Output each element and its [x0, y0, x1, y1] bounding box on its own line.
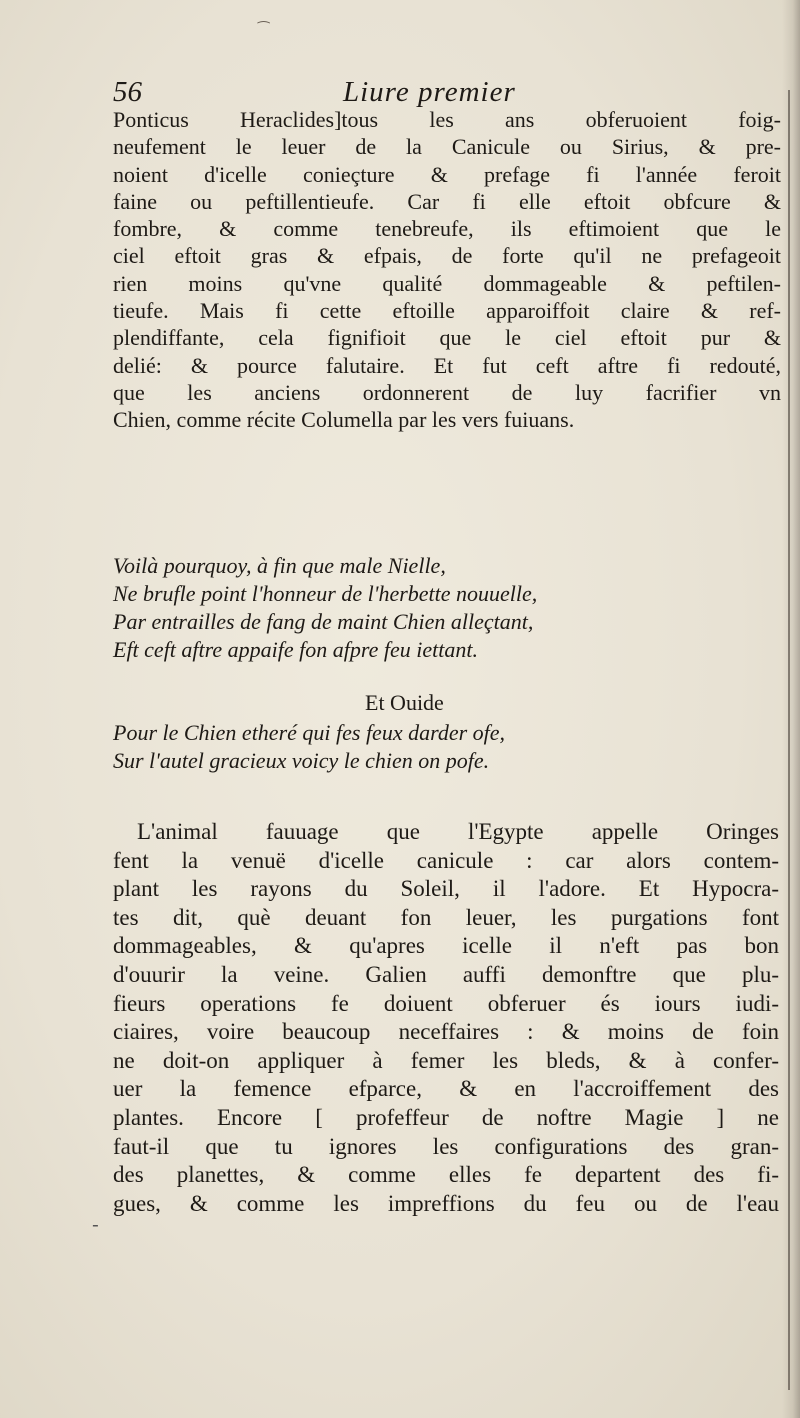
text-line: ciaires, voire beaucoup neceffaires : & moins de foin [113, 1019, 779, 1045]
verse-line: Voilà pourquoy, à fin que male Nielle, [113, 553, 446, 578]
page-number: 56 [113, 76, 142, 108]
verse-ovid [113, 719, 753, 775]
text-line: d'ouurir la veine. Galien auffi demonftre que plu- [113, 961, 779, 987]
verse-columella [113, 552, 753, 664]
paragraph-1 [113, 106, 781, 434]
binding-edge [788, 90, 790, 1390]
text-line: plantes. Encore [ profeffeur de noftre Magie ] ne [113, 1104, 779, 1130]
text-line: rien moins qu'vne qualité dommageable & peftilen- [113, 270, 781, 296]
running-title: Liure premier [343, 76, 516, 108]
page-gutter-shadow [782, 0, 800, 1418]
text-line: uer la femence efparce, & en l'accroiffement des [113, 1076, 779, 1102]
text-line: fombre, & comme tenebreufe, ils eftimoient que le [113, 216, 781, 242]
text-line: ne doit-on appliquer à femer les bleds, & à confer- [113, 1047, 779, 1073]
text-line: gues, & comme les impreffions du feu ou de l'eau [113, 1190, 779, 1216]
text-line: des planettes, & comme elles fe departent des fi- [113, 1162, 779, 1188]
verse-line: Par entrailles de fang de maint Chien alleçtant, [113, 609, 534, 634]
text-line: tes dit, què deuant fon leuer, les purgations font [113, 904, 779, 930]
text-line: ciel eftoit gras & efpais, de forte qu'il ne prefageoit [113, 243, 781, 269]
printer-mark: ⁀ [258, 22, 270, 38]
attribution-ovid: Et Ouide [365, 690, 444, 715]
verse-line: Pour le Chien etheré qui fes feux darder ofe, [113, 720, 506, 745]
text-line: dommageables, & qu'apres icelle il n'eft pas bon [113, 933, 779, 959]
margin-mark: - [92, 1212, 99, 1236]
text-line: Chien, comme récite Columella par les vers fuiuans. [113, 407, 575, 433]
text-line: que les anciens ordonnerent de luy facrifier vn [113, 379, 781, 405]
text-line: fieurs operations fe doiuent obferuer és iours iudi- [113, 990, 779, 1016]
text-line: plendiffante, cela fignifioit que le ciel eftoit pur & [113, 325, 781, 351]
verse-line: Sur l'autel gracieux voicy le chien on pofe. [113, 748, 490, 773]
text-line: neufement le leuer de la Canicule ou Sirius, & pre- [113, 134, 781, 160]
text-line: fent la venuë d'icelle canicule : car alors contem- [113, 847, 779, 873]
text-line: noient d'icelle conieçture & prefage fi l'année feroit [113, 161, 781, 187]
paragraph-2 [113, 818, 779, 1218]
verse-line: Eft ceft aftre appaife fon afpre feu iettant. [113, 637, 478, 662]
text-line: delié: & pource falutaire. Et fut ceft aftre fi redouté, [113, 352, 781, 378]
text-line: L'animal fauuage que l'Egypte appelle Oringes [137, 819, 779, 844]
text-line: tieufe. Mais fi cette eftoille apparoiffoit claire & ref- [113, 298, 781, 324]
text-line: Ponticus Heraclides]tous les ans obferuoient foig- [113, 107, 781, 132]
verse-line: Ne brufle point l'honneur de l'herbette nouuelle, [113, 581, 538, 606]
text-line: faine ou peftillentieufe. Car fi elle eftoit obfcure & [113, 188, 781, 214]
text-line: faut-il que tu ignores les configurations des gran- [113, 1133, 779, 1159]
text-line: plant les rayons du Soleil, il l'adore. Et Hypocra- [113, 876, 779, 902]
